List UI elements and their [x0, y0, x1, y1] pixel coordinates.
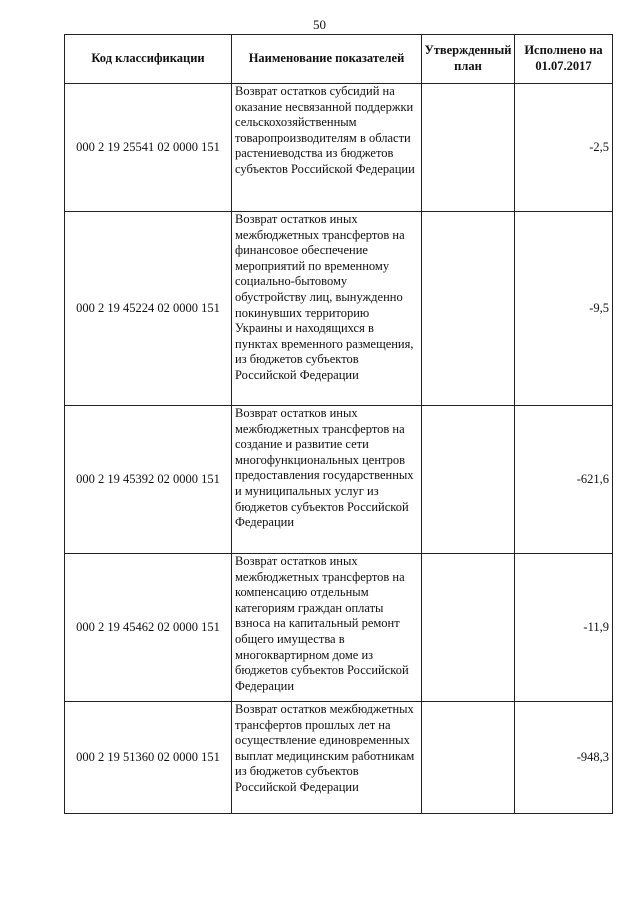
table-row	[65, 406, 613, 554]
header-plan: Утвержденный план	[422, 35, 515, 84]
table-row	[65, 554, 613, 702]
row-done: -948,3	[515, 702, 613, 814]
row-code: 000 2 19 45224 02 0000 151	[65, 212, 232, 406]
row-code: 000 2 19 45392 02 0000 151	[65, 406, 232, 554]
table-row	[65, 702, 613, 814]
page-number: 50	[313, 17, 326, 32]
row-name: Возврат остатков иных межбюджетных трансфертов на финансовое обеспечение мероприятий по временному социально-бытовому обустройству лиц, вынужденно покинувших территорию Украины и находящихся в пунктах временного размещения, из бюджетов субъектов Российской Федерации	[232, 212, 422, 406]
table-row	[65, 84, 613, 212]
row-name: Возврат остатков субсидий на оказание несвязанной поддержки сельскохозяйственным товаропроизводителям в области растениеводства из бюджетов субъектов Российской Федерации	[232, 84, 422, 212]
row-done: -9,5	[515, 212, 613, 406]
row-done: -621,6	[515, 406, 613, 554]
row-code: 000 2 19 25541 02 0000 151	[65, 84, 232, 212]
row-code: 000 2 19 45462 02 0000 151	[65, 554, 232, 702]
header-row	[65, 35, 613, 84]
table-row	[65, 212, 613, 406]
row-done: -11,9	[515, 554, 613, 702]
header-code: Код классификации	[65, 35, 232, 84]
row-name: Возврат остатков иных межбюджетных трансфертов на компенсацию отдельным категориям граждан оплаты взноса на капитальный ремонт общего имущества в многоквартирном доме из бюджетов субъектов Российской Федерации	[232, 554, 422, 702]
row-code: 000 2 19 51360 02 0000 151	[65, 702, 232, 814]
row-done: -2,5	[515, 84, 613, 212]
budget-table	[64, 34, 613, 814]
row-plan	[422, 84, 515, 212]
row-plan	[422, 406, 515, 554]
row-plan	[422, 212, 515, 406]
row-name: Возврат остатков иных межбюджетных трансфертов на создание и развитие сети многофункциональных центров предоставления государственных и муниципальных услуг из бюджетов субъектов Российской Федерации	[232, 406, 422, 554]
row-name: Возврат остатков межбюджетных трансфертов прошлых лет на осуществление единовременных выплат медицинским работникам из бюджетов субъектов Российской Федерации	[232, 702, 422, 814]
row-plan	[422, 702, 515, 814]
row-plan	[422, 554, 515, 702]
header-name: Наименование показателей	[232, 35, 422, 84]
header-done: Исполнено на 01.07.2017	[515, 35, 613, 84]
